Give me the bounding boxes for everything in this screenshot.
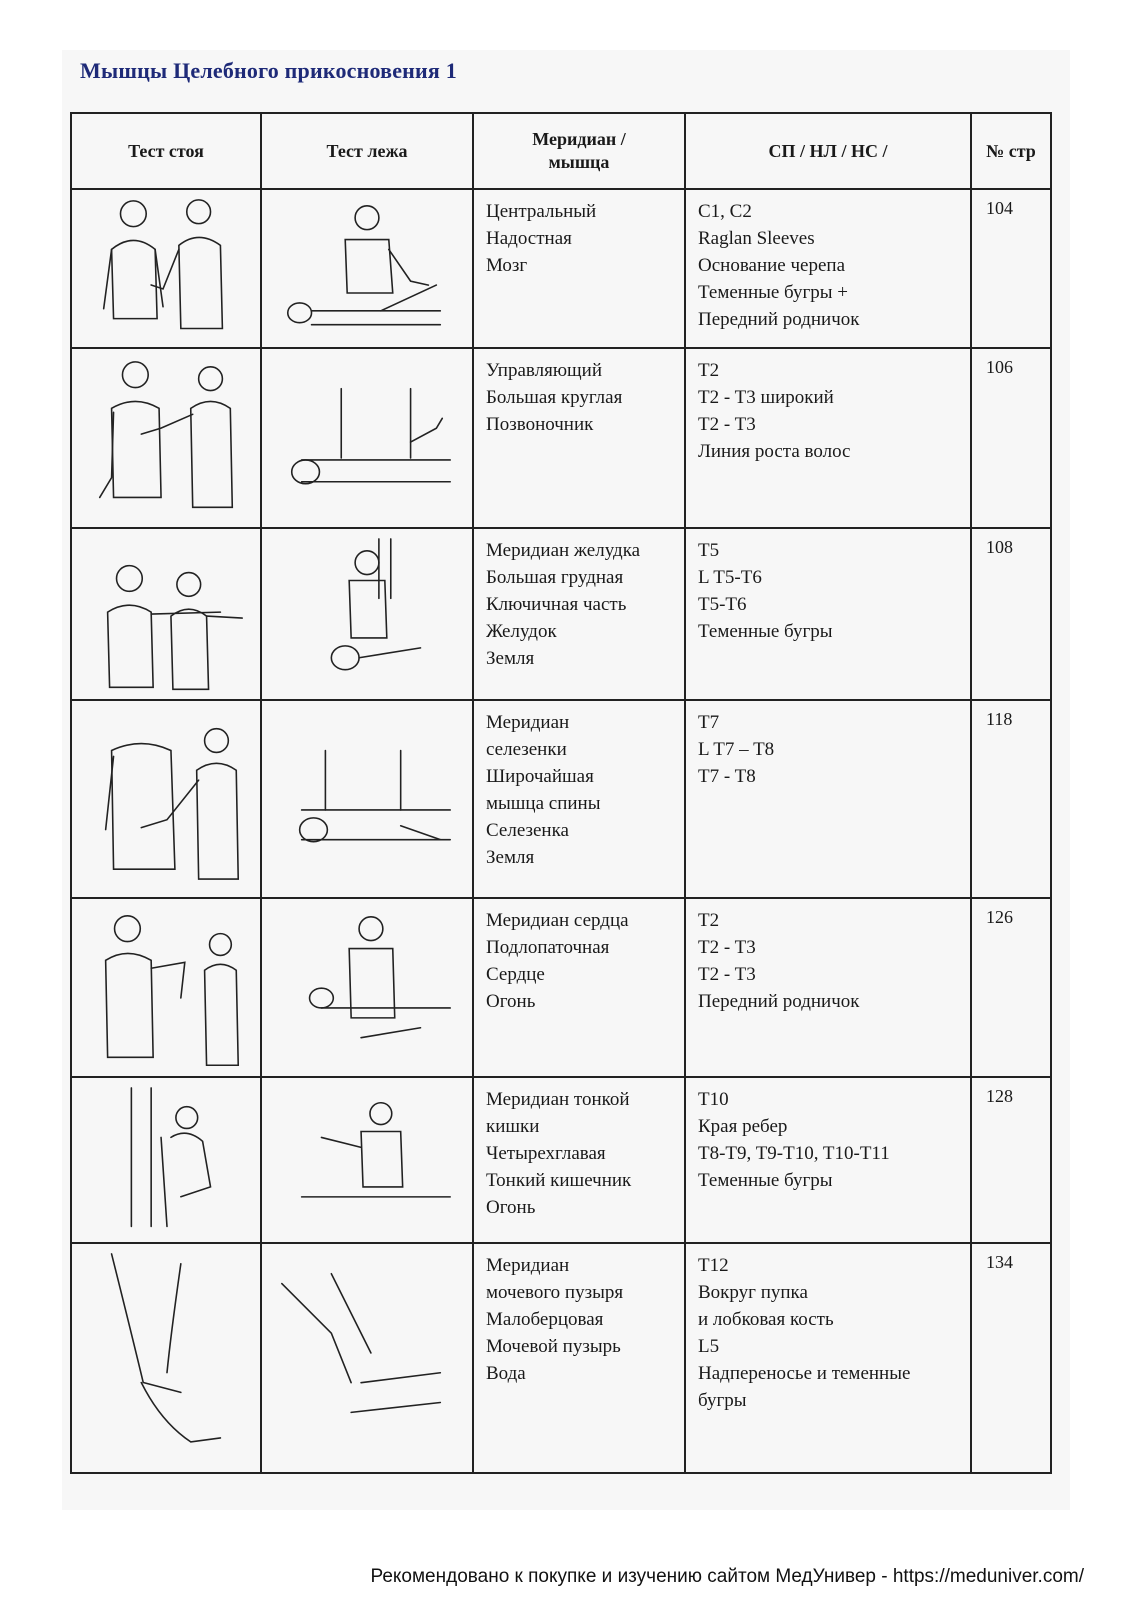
page-number-cell: 128	[971, 1077, 1051, 1243]
meridian-muscle-cell: Меридиан сердца Подлопаточная Сердце Огонь	[473, 898, 685, 1076]
points-cell: T12 Вокруг пупка и лобковая кость L5 Надпереносье и теменные бугры	[685, 1243, 971, 1473]
table-row	[71, 1077, 1051, 1243]
standing-test-illustration	[71, 348, 261, 528]
meridian-muscle-cell: Меридиан желудка Большая грудная Ключичная часть Желудок Земля	[473, 528, 685, 700]
meridian-muscle-cell: Центральный Надостная Мозг	[473, 189, 685, 348]
lying-test-illustration	[261, 1077, 473, 1243]
standing-test-illustration	[71, 1077, 261, 1243]
page-number-cell: 134	[971, 1243, 1051, 1473]
meridian-muscle-cell: Меридиан тонкой кишки Четырехглавая Тонкий кишечник Огонь	[473, 1077, 685, 1243]
meridian-muscle-cell: Меридиан селезенки Широчайшая мышца спины Селезенка Земля	[473, 700, 685, 898]
table-header-row	[71, 113, 1051, 189]
header-meridian-muscle: Меридиан / мышца	[473, 113, 685, 189]
points-cell: T7 L T7 – T8 T7 - T8	[685, 700, 971, 898]
points-cell: T2 T2 - T3 широкий T2 - T3 Линия роста волос	[685, 348, 971, 528]
lying-test-illustration	[261, 898, 473, 1076]
lying-test-illustration	[261, 700, 473, 898]
lying-test-illustration	[261, 348, 473, 528]
meridian-muscle-cell: Управляющий Большая круглая Позвоночник	[473, 348, 685, 528]
page-title: Мышцы Целебного прикосновения 1	[80, 58, 457, 83]
page-number-cell: 108	[971, 528, 1051, 700]
points-cell: T5 L T5-T6 T5-T6 Теменные бугры	[685, 528, 971, 700]
table-row	[71, 898, 1051, 1076]
page-number-cell: 118	[971, 700, 1051, 898]
header-points: СП / НЛ / НС /	[685, 113, 971, 189]
meridian-muscle-cell: Меридиан мочевого пузыря Малоберцовая Мочевой пузырь Вода	[473, 1243, 685, 1473]
page-number-cell: 106	[971, 348, 1051, 528]
header-standing-test: Тест стоя	[71, 113, 261, 189]
points-cell: T2 T2 - T3 T2 - T3 Передний родничок	[685, 898, 971, 1076]
lying-test-illustration	[261, 189, 473, 348]
table-row	[71, 1243, 1051, 1473]
header-lying-test: Тест лежа	[261, 113, 473, 189]
points-cell: C1, C2 Raglan Sleeves Основание черепа Теменные бугры + Передний родничок	[685, 189, 971, 348]
page-number-cell: 104	[971, 189, 1051, 348]
header-page-number: № стр	[971, 113, 1051, 189]
lying-test-illustration	[261, 528, 473, 700]
table-row	[71, 189, 1051, 348]
table-row	[71, 348, 1051, 528]
page-number-cell: 126	[971, 898, 1051, 1076]
standing-test-illustration	[71, 898, 261, 1076]
muscle-table	[70, 112, 1052, 1474]
table-row	[71, 528, 1051, 700]
lying-test-illustration	[261, 1243, 473, 1473]
points-cell: T10 Края ребер T8-T9, T9-T10, T10-T11 Теменные бугры	[685, 1077, 971, 1243]
standing-test-illustration	[71, 700, 261, 898]
standing-test-illustration	[71, 1243, 261, 1473]
standing-test-illustration	[71, 189, 261, 348]
table-row	[71, 700, 1051, 898]
footer-recommendation: Рекомендовано к покупке и изучению сайтом МедУнивер - https://meduniver.com/	[370, 1566, 1084, 1587]
standing-test-illustration	[71, 528, 261, 700]
